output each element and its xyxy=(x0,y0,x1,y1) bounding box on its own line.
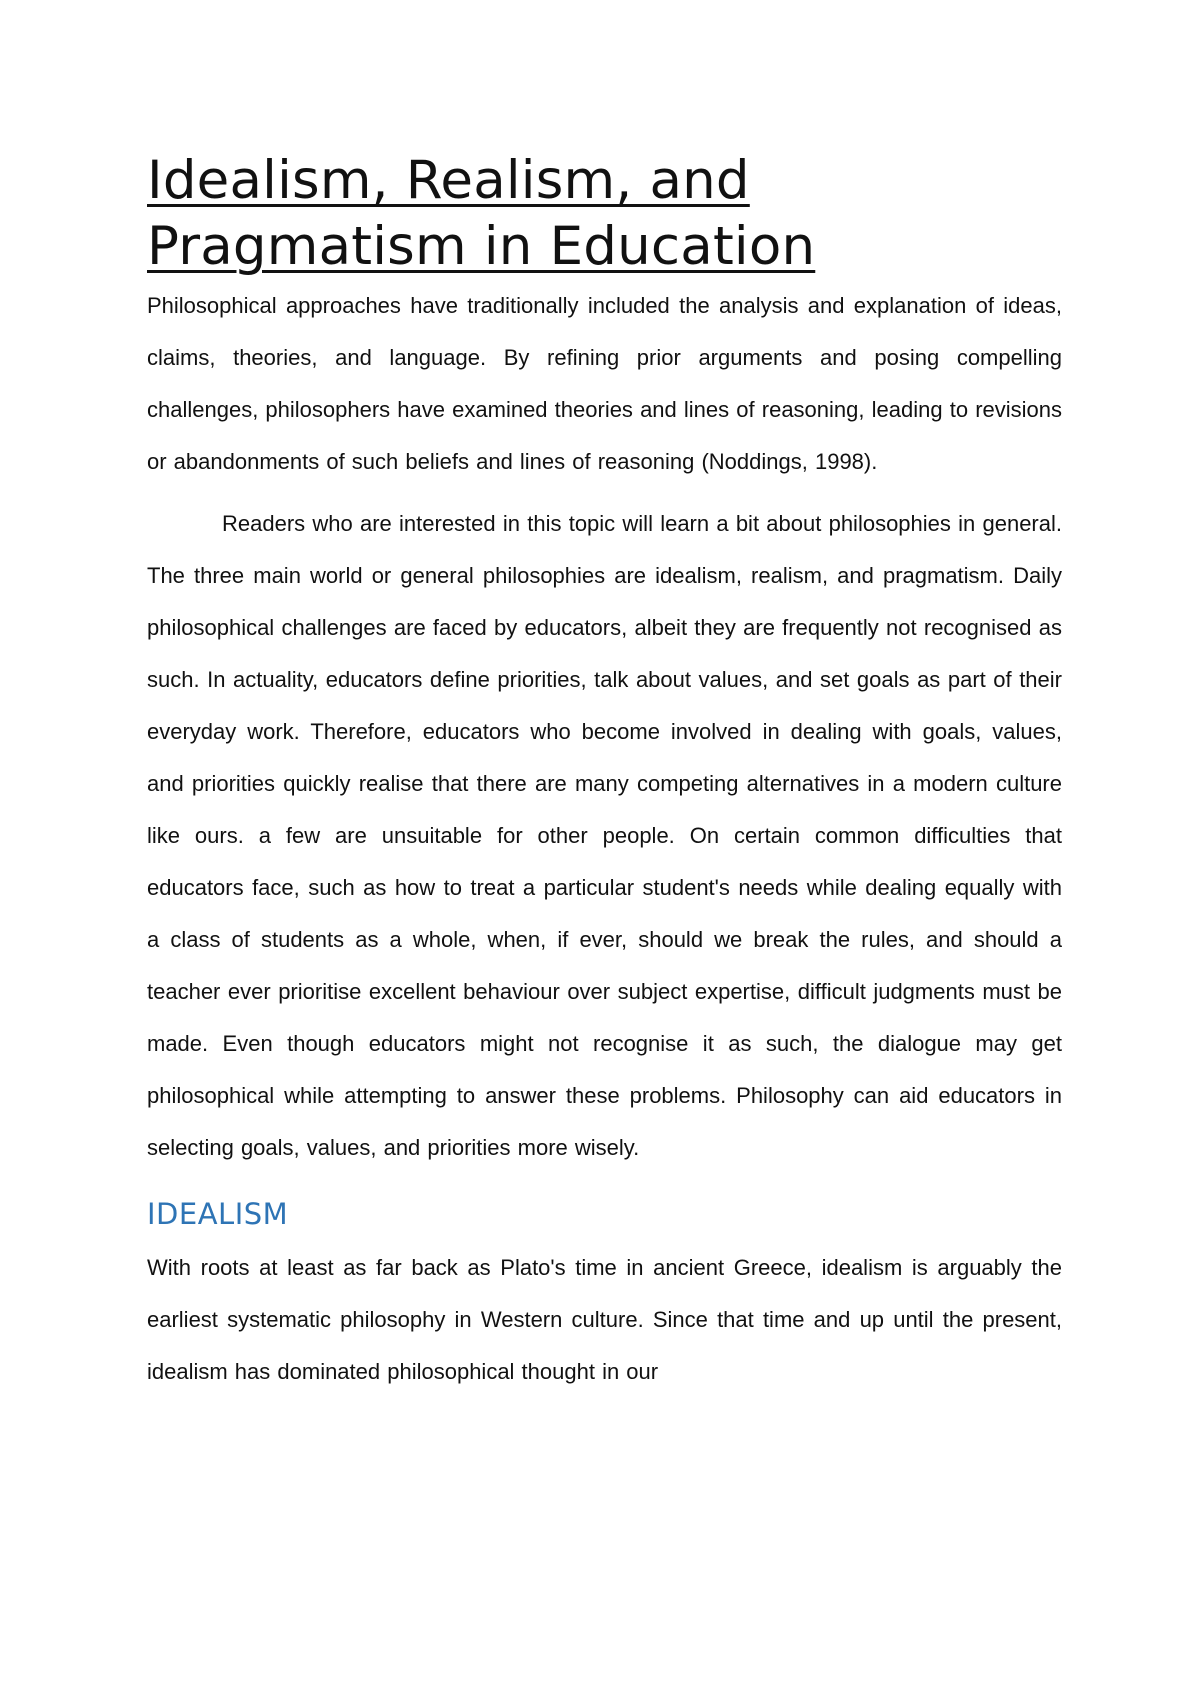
section-heading: IDEALISM xyxy=(147,1197,289,1231)
document-page xyxy=(147,148,1062,1398)
section-paragraph: With roots at least as far back as Plato's time in ancient Greece, idealism is arguably the earliest systematic philosophy in Western culture. Since that time and up until the present, idealism has dominated philosophical thought in our xyxy=(147,1255,1062,1384)
body-paragraph: Readers who are interested in this topic will learn a bit about philosophies in general. The three main world or general philosophies are idealism, realism, and pragmatism. Daily philosophical challenges are faced by educators, albeit they are frequently not recognised as such. In actuality, educators define priorities, talk about values, and set goals as part of their everyday work. Therefore, educators who become involved in dealing with goals, values, and priorities quickly realise that there are many competing alternatives in a modern culture like ours. a few are unsuitable for other people. On certain common difficulties that educators face, such as how to treat a particular student's needs while dealing equally with a class of students as a whole, when, if ever, should we break the rules, and should a teacher ever prioritise excellent behaviour over subject expertise, difficult judgments must be made. Even though educators might not recognise it as such, the dialogue may get philosophical while attempting to answer these problems. Philosophy can aid educators in selecting goals, values, and priorities more wisely. xyxy=(147,511,1062,1160)
body-paragraph: Philosophical approaches have traditionally included the analysis and explanation of ideas, claims, theories, and language. By refining prior arguments and posing compelling challenges, philosophers have examined theories and lines of reasoning, leading to revisions or abandonments of such beliefs and lines of reasoning (Noddings, 1998). xyxy=(147,293,1062,474)
document-title: Idealism, Realism, and Pragmatism in Education xyxy=(147,150,816,277)
